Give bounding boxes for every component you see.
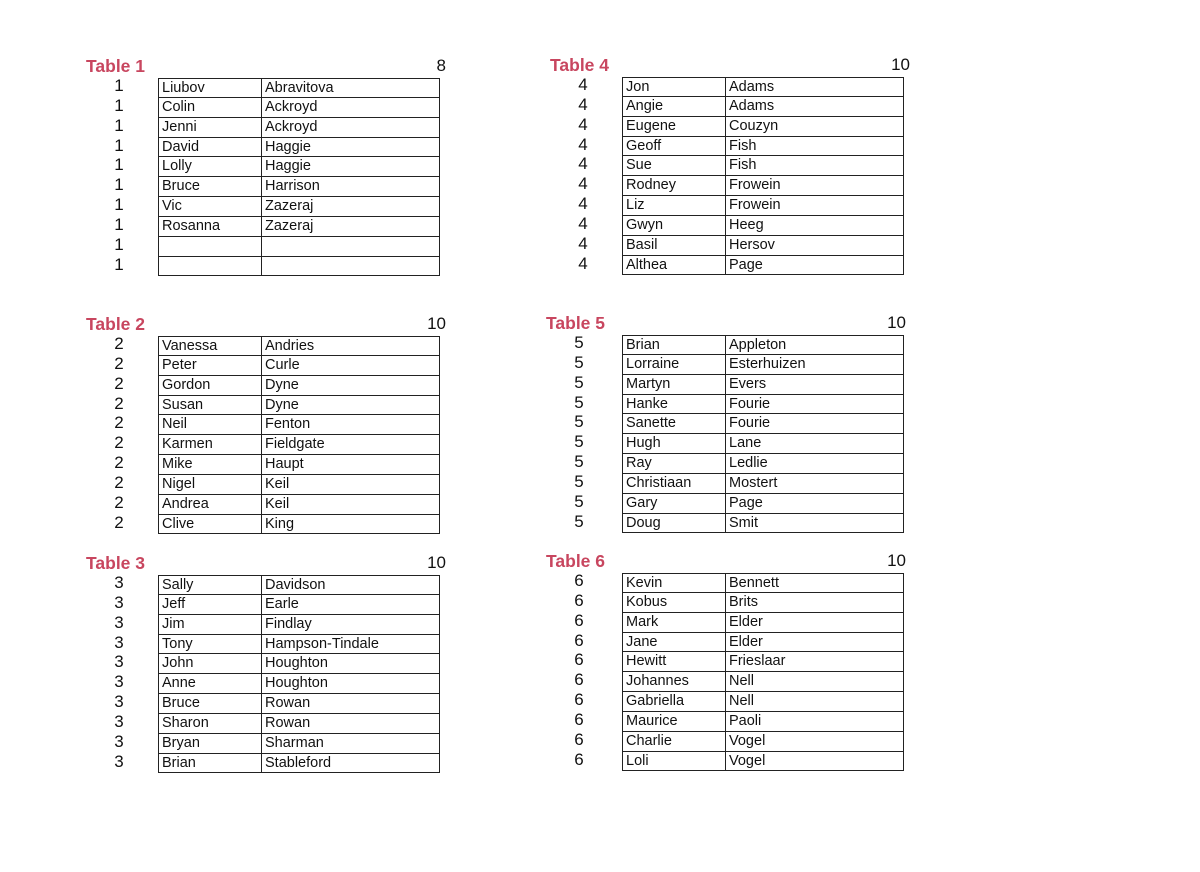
table-header — [550, 53, 910, 77]
last-name-cell: Houghton — [265, 655, 328, 672]
table-number: 2 — [114, 413, 124, 433]
table-row — [86, 512, 446, 535]
last-name-cell: Frieslaar — [729, 653, 786, 670]
last-name-cell: Vogel — [729, 732, 766, 749]
last-name-cell: Couzyn — [729, 117, 779, 134]
table-block-2 — [86, 312, 446, 534]
last-name-cell: Fourie — [729, 395, 771, 412]
table-number: 5 — [574, 412, 584, 432]
name-cells — [622, 395, 904, 415]
last-name-cell: King — [265, 515, 295, 532]
table-number: 1 — [114, 76, 124, 95]
name-cells — [158, 415, 440, 435]
name-cells — [622, 454, 904, 474]
first-name-cell: Jim — [159, 615, 262, 634]
table-number: 1 — [114, 175, 124, 195]
table-number: 1 — [114, 95, 124, 115]
name-cells — [622, 97, 904, 117]
name-cells — [622, 77, 904, 97]
first-name-cell: Karmen — [159, 435, 262, 454]
table-number: 4 — [578, 174, 588, 194]
table-block-3 — [86, 551, 446, 773]
last-name-cell: Earle — [265, 595, 299, 612]
last-name-cell: Dyne — [265, 376, 299, 393]
last-name-cell: Haggie — [265, 138, 311, 155]
table-number: 1 — [114, 135, 124, 155]
last-name-cell: Houghton — [265, 675, 328, 692]
last-name-cell: Hampson-Tindale — [265, 635, 379, 652]
name-cells — [158, 177, 440, 197]
first-name-cell: Susan — [159, 396, 262, 415]
table-number: 6 — [574, 670, 584, 690]
name-cells — [158, 754, 440, 774]
first-name-cell: Hugh — [623, 434, 726, 453]
name-cells — [158, 435, 440, 455]
table-number: 3 — [114, 692, 124, 712]
last-name-cell: Smit — [729, 514, 758, 531]
last-name-cell: Haggie — [265, 158, 311, 175]
table-number: 6 — [574, 650, 584, 670]
first-name-cell: Basil — [623, 236, 726, 255]
last-name-cell: Brits — [729, 593, 758, 610]
table-number: 2 — [114, 373, 124, 393]
name-cells — [622, 236, 904, 256]
first-name-cell: Maurice — [623, 712, 726, 731]
first-name-cell: Andrea — [159, 495, 262, 514]
last-name-cell: Andries — [265, 338, 315, 354]
last-name-cell: Ackroyd — [265, 118, 318, 135]
guest-list — [86, 575, 446, 773]
first-name-cell: Lorraine — [623, 355, 726, 374]
name-cells — [622, 573, 904, 593]
first-name-cell: Ray — [623, 454, 726, 473]
last-name-cell — [262, 237, 439, 256]
table-number: 4 — [578, 75, 588, 94]
name-cells — [622, 633, 904, 653]
name-cells — [158, 197, 440, 217]
first-name-cell: Colin — [159, 98, 262, 117]
guest-list — [86, 336, 446, 534]
first-name-cell: Vic — [159, 197, 262, 216]
table-row — [546, 511, 906, 534]
first-name-cell: Jeff — [159, 595, 262, 614]
table-header — [86, 312, 446, 336]
name-cells — [158, 336, 440, 356]
name-cells — [622, 593, 904, 613]
table-number: 3 — [114, 612, 124, 632]
first-name-cell: Rosanna — [159, 217, 262, 236]
table-header — [546, 549, 906, 573]
name-cells — [622, 196, 904, 216]
last-name-cell: Dyne — [265, 396, 299, 413]
first-name-cell: Lolly — [159, 157, 262, 176]
last-name-cell: Rowan — [265, 714, 311, 731]
table-number: 4 — [578, 94, 588, 114]
name-cells — [622, 117, 904, 137]
last-name-cell: Evers — [729, 375, 767, 392]
name-cells — [158, 237, 440, 257]
table-number: 1 — [114, 214, 124, 234]
table-number: 6 — [574, 590, 584, 610]
table-title: Table 5 — [546, 313, 606, 333]
table-number: 4 — [578, 194, 588, 214]
first-name-cell: Brian — [623, 336, 726, 354]
table-number: 4 — [578, 114, 588, 134]
first-name-cell: Bruce — [159, 177, 262, 196]
name-cells — [158, 356, 440, 376]
last-name-cell: Nell — [729, 673, 754, 690]
name-cells — [622, 712, 904, 732]
first-name-cell: Martyn — [623, 375, 726, 394]
first-name-cell: Sue — [623, 156, 726, 175]
table-number: 6 — [574, 571, 584, 590]
first-name-cell: Brian — [159, 754, 262, 773]
name-cells — [622, 474, 904, 494]
table-row — [86, 254, 446, 277]
guest-list — [546, 335, 906, 533]
name-cells — [158, 257, 440, 277]
first-name-cell: Sharon — [159, 714, 262, 733]
last-name-cell — [262, 257, 439, 276]
last-name-cell: Heeg — [729, 216, 764, 233]
table-number: 3 — [114, 632, 124, 652]
table-number: 5 — [574, 452, 584, 472]
first-name-cell: Mark — [623, 613, 726, 632]
name-cells — [622, 514, 904, 534]
table-title: Table 2 — [86, 314, 146, 334]
first-name-cell — [159, 257, 262, 276]
last-name-cell: Vogel — [729, 752, 766, 769]
last-name-cell: Curle — [265, 356, 300, 373]
last-name-cell: Findlay — [265, 615, 312, 632]
table-number: 5 — [574, 352, 584, 372]
last-name-cell: Fieldgate — [265, 436, 325, 453]
first-name-cell: Angie — [623, 97, 726, 116]
first-name-cell: Doug — [623, 514, 726, 533]
last-name-cell: Fenton — [265, 416, 311, 433]
table-number: 1 — [114, 234, 124, 254]
last-name-cell: Sharman — [265, 734, 324, 751]
name-cells — [158, 475, 440, 495]
last-name-cell: Zazeraj — [265, 217, 314, 234]
first-name-cell: Jane — [623, 633, 726, 652]
first-name-cell: David — [159, 138, 262, 157]
last-name-cell: Appleton — [729, 337, 787, 353]
last-name-cell: Hersov — [729, 236, 775, 253]
table-title: Table 4 — [550, 55, 610, 75]
name-cells — [622, 137, 904, 157]
first-name-cell: Tony — [159, 635, 262, 654]
guest-count: 10 — [887, 551, 906, 570]
table-number: 4 — [578, 213, 588, 233]
last-name-cell: Adams — [729, 97, 775, 114]
name-cells — [622, 732, 904, 752]
last-name-cell: Keil — [265, 475, 290, 492]
table-block-5 — [546, 311, 906, 533]
table-number: 1 — [114, 115, 124, 135]
table-number: 3 — [114, 672, 124, 692]
table-number: 1 — [114, 155, 124, 175]
last-name-cell: Rowan — [265, 695, 311, 712]
first-name-cell: John — [159, 654, 262, 673]
first-name-cell: Peter — [159, 356, 262, 375]
name-cells — [158, 217, 440, 237]
table-number: 2 — [114, 492, 124, 512]
first-name-cell: Neil — [159, 415, 262, 434]
last-name-cell: Adams — [729, 79, 775, 95]
first-name-cell: Kobus — [623, 593, 726, 612]
name-cells — [622, 335, 904, 355]
table-row — [546, 749, 906, 772]
first-name-cell: Eugene — [623, 117, 726, 136]
table-number: 5 — [574, 333, 584, 352]
first-name-cell: Gabriella — [623, 692, 726, 711]
name-cells — [158, 575, 440, 595]
table-number: 5 — [574, 471, 584, 491]
first-name-cell: Liz — [623, 196, 726, 215]
last-name-cell: Paoli — [729, 712, 762, 729]
last-name-cell: Harrison — [265, 178, 320, 195]
table-number: 3 — [114, 711, 124, 731]
guest-list — [546, 573, 906, 771]
guest-list — [550, 77, 910, 275]
guest-count: 10 — [427, 314, 446, 333]
table-number: 6 — [574, 630, 584, 650]
table-number: 6 — [574, 709, 584, 729]
guest-count: 8 — [436, 56, 446, 75]
guest-count: 10 — [891, 55, 910, 74]
last-name-cell: Bennett — [729, 575, 779, 591]
table-number: 4 — [578, 233, 588, 253]
last-name-cell: Fourie — [729, 415, 771, 432]
last-name-cell: Frowein — [729, 197, 781, 214]
name-cells — [158, 396, 440, 416]
last-name-cell: Page — [729, 256, 763, 273]
name-cells — [158, 515, 440, 535]
name-cells — [622, 355, 904, 375]
name-cells — [158, 376, 440, 396]
name-cells — [622, 256, 904, 276]
table-block-1 — [86, 54, 446, 276]
name-cells — [622, 434, 904, 454]
table-number: 6 — [574, 729, 584, 749]
first-name-cell: Mike — [159, 455, 262, 474]
table-title: Table 1 — [86, 56, 146, 76]
name-cells — [622, 672, 904, 692]
name-cells — [622, 494, 904, 514]
first-name-cell: Charlie — [623, 732, 726, 751]
first-name-cell: Rodney — [623, 176, 726, 195]
name-cells — [158, 495, 440, 515]
table-number: 6 — [574, 749, 584, 769]
last-name-cell: Fish — [729, 137, 757, 154]
table-block-4 — [550, 53, 910, 275]
last-name-cell: Haupt — [265, 456, 304, 473]
table-number: 5 — [574, 372, 584, 392]
table-number: 5 — [574, 511, 584, 531]
first-name-cell: Clive — [159, 515, 262, 534]
last-name-cell: Ledlie — [729, 455, 768, 472]
table-row — [86, 751, 446, 774]
name-cells — [158, 78, 440, 98]
last-name-cell: Nell — [729, 693, 754, 710]
name-cells — [158, 157, 440, 177]
table-number: 3 — [114, 751, 124, 771]
table-number: 3 — [114, 731, 124, 751]
last-name-cell: Keil — [265, 495, 290, 512]
first-name-cell: Loli — [623, 752, 726, 771]
first-name-cell: Althea — [623, 256, 726, 275]
table-number: 2 — [114, 353, 124, 373]
last-name-cell: Lane — [729, 435, 762, 452]
guest-list — [86, 78, 446, 276]
table-number: 1 — [114, 195, 124, 215]
table-header — [86, 551, 446, 575]
last-name-cell: Esterhuizen — [729, 355, 806, 372]
first-name-cell: Anne — [159, 674, 262, 693]
table-row — [550, 253, 910, 276]
table-number: 2 — [114, 472, 124, 492]
name-cells — [158, 118, 440, 138]
table-number: 2 — [114, 334, 124, 353]
table-number: 4 — [578, 134, 588, 154]
table-block-6 — [546, 549, 906, 771]
name-cells — [158, 654, 440, 674]
name-cells — [622, 613, 904, 633]
name-cells — [158, 138, 440, 158]
name-cells — [622, 652, 904, 672]
table-number: 2 — [114, 453, 124, 473]
first-name-cell: Gwyn — [623, 216, 726, 235]
table-number: 5 — [574, 392, 584, 412]
last-name-cell: Abravitova — [265, 80, 334, 96]
guest-count: 10 — [887, 313, 906, 332]
name-cells — [622, 692, 904, 712]
first-name-cell: Sanette — [623, 414, 726, 433]
table-number: 4 — [578, 154, 588, 174]
last-name-cell: Elder — [729, 613, 763, 630]
name-cells — [622, 156, 904, 176]
name-cells — [158, 615, 440, 635]
table-number: 3 — [114, 592, 124, 612]
guest-count: 10 — [427, 553, 446, 572]
table-title: Table 3 — [86, 553, 146, 573]
name-cells — [622, 176, 904, 196]
last-name-cell: Mostert — [729, 474, 778, 491]
first-name-cell: Bruce — [159, 694, 262, 713]
first-name-cell: Hewitt — [623, 652, 726, 671]
last-name-cell: Fish — [729, 157, 757, 174]
first-name-cell: Jon — [623, 78, 726, 96]
name-cells — [158, 635, 440, 655]
name-cells — [158, 694, 440, 714]
table-header — [86, 54, 446, 78]
first-name-cell: Kevin — [623, 574, 726, 592]
last-name-cell: Davidson — [265, 577, 326, 593]
name-cells — [158, 674, 440, 694]
table-number: 3 — [114, 652, 124, 672]
name-cells — [622, 414, 904, 434]
table-number: 1 — [114, 254, 124, 274]
last-name-cell: Elder — [729, 633, 763, 650]
first-name-cell: Christiaan — [623, 474, 726, 493]
table-number: 4 — [578, 253, 588, 273]
name-cells — [158, 98, 440, 118]
table-number: 2 — [114, 512, 124, 532]
table-number: 2 — [114, 433, 124, 453]
table-number: 2 — [114, 393, 124, 413]
name-cells — [622, 216, 904, 236]
first-name-cell: Vanessa — [159, 337, 262, 355]
name-cells — [158, 455, 440, 475]
last-name-cell: Ackroyd — [265, 98, 318, 115]
table-header — [546, 311, 906, 335]
first-name-cell: Liubov — [159, 79, 262, 97]
first-name-cell: Gordon — [159, 376, 262, 395]
first-name-cell: Bryan — [159, 734, 262, 753]
name-cells — [158, 595, 440, 615]
first-name-cell: Johannes — [623, 672, 726, 691]
last-name-cell: Zazeraj — [265, 198, 314, 215]
first-name-cell: Gary — [623, 494, 726, 513]
name-cells — [158, 734, 440, 754]
name-cells — [158, 714, 440, 734]
name-cells — [622, 752, 904, 772]
last-name-cell: Frowein — [729, 177, 781, 194]
table-number: 6 — [574, 610, 584, 630]
first-name-cell: Hanke — [623, 395, 726, 414]
name-cells — [622, 375, 904, 395]
table-number: 6 — [574, 690, 584, 710]
first-name-cell — [159, 237, 262, 256]
first-name-cell: Geoff — [623, 137, 726, 156]
table-number: 3 — [114, 573, 124, 592]
first-name-cell: Jenni — [159, 118, 262, 137]
last-name-cell: Stableford — [265, 754, 332, 771]
table-number: 5 — [574, 432, 584, 452]
last-name-cell: Page — [729, 494, 763, 511]
table-title: Table 6 — [546, 551, 606, 571]
first-name-cell: Nigel — [159, 475, 262, 494]
first-name-cell: Sally — [159, 576, 262, 594]
table-number: 5 — [574, 491, 584, 511]
